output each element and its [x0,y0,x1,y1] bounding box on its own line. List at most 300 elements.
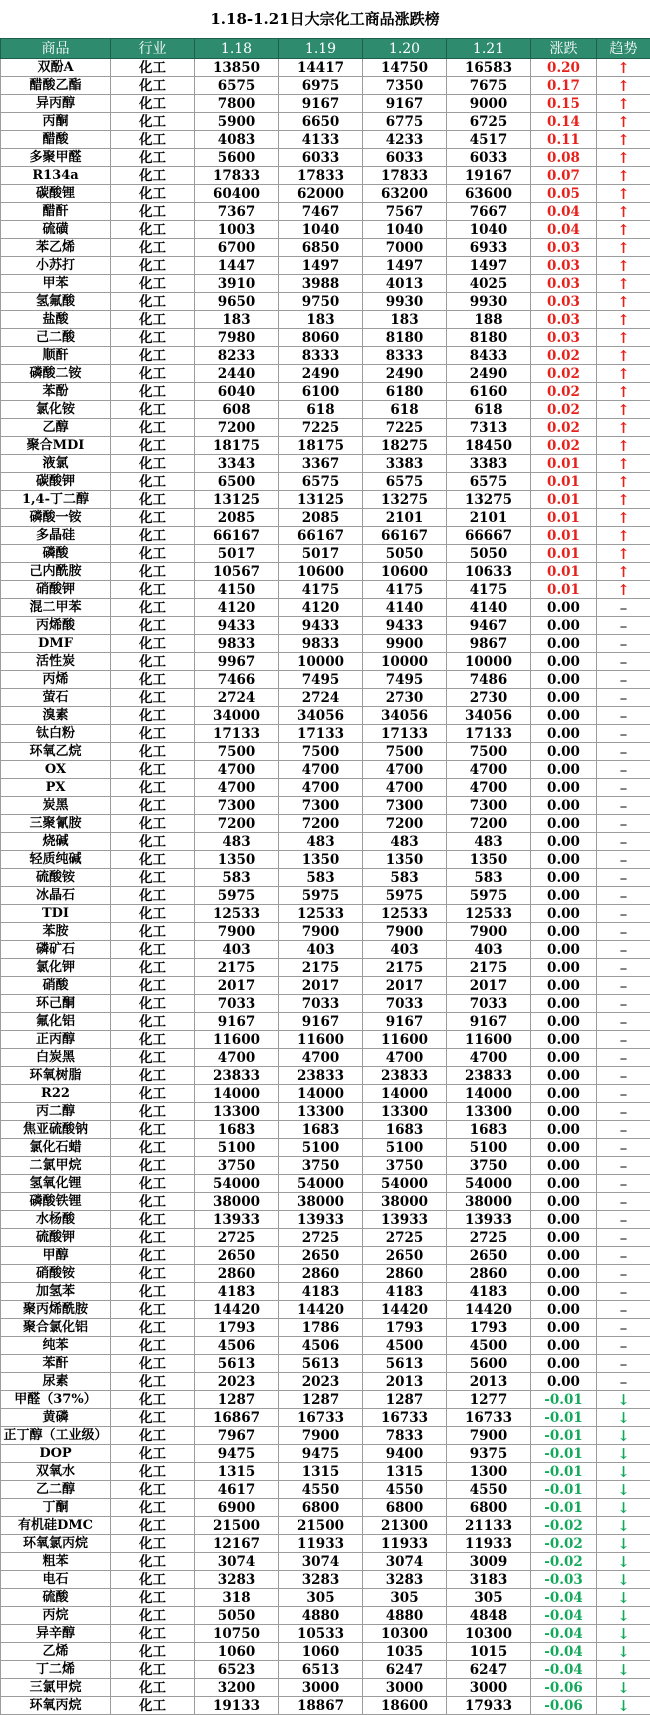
commodity-name: DOP [1,1445,111,1463]
price-1-19: 18867 [279,1697,363,1715]
price-1-18: 3343 [195,455,279,473]
price-1-21: 4517 [447,131,531,149]
industry: 化工 [111,203,195,221]
price-1-21: 9375 [447,1445,531,1463]
price-1-21: 1793 [447,1319,531,1337]
commodity-name: 粗苯 [1,1553,111,1571]
price-1-20: 11933 [363,1535,447,1553]
price-1-18: 5600 [195,149,279,167]
dash-icon: – [597,1103,650,1121]
change-value: 0.00 [531,1049,597,1067]
industry: 化工 [111,167,195,185]
table-row [1,1679,650,1697]
price-1-19: 66167 [279,527,363,545]
price-1-19: 6575 [279,473,363,491]
price-1-19: 5017 [279,545,363,563]
down-arrow-icon: ↓ [597,1679,650,1697]
dash-icon: – [597,653,650,671]
price-1-21: 63600 [447,185,531,203]
change-value: 0.00 [531,1121,597,1139]
price-1-21: 6933 [447,239,531,257]
change-value: 0.00 [531,1175,597,1193]
price-1-19: 10533 [279,1625,363,1643]
table-row [1,1265,650,1283]
price-1-19: 16733 [279,1409,363,1427]
commodity-name: 氢氟酸 [1,293,111,311]
commodity-name: 乙烯 [1,1643,111,1661]
industry: 化工 [111,1031,195,1049]
price-1-19: 3988 [279,275,363,293]
price-1-19: 3000 [279,1679,363,1697]
commodity-name: 丙烯 [1,671,111,689]
price-1-21: 5975 [447,887,531,905]
table-row [1,221,650,239]
table-row [1,1589,650,1607]
industry: 化工 [111,383,195,401]
price-1-20: 4550 [363,1481,447,1499]
change-value: 0.01 [531,563,597,581]
change-value: 0.01 [531,491,597,509]
change-value: 0.00 [531,1031,597,1049]
price-1-21: 7313 [447,419,531,437]
commodity-name: 硝酸 [1,977,111,995]
price-1-18: 583 [195,869,279,887]
price-1-18: 16867 [195,1409,279,1427]
price-1-20: 4700 [363,779,447,797]
price-1-18: 1287 [195,1391,279,1409]
industry: 化工 [111,1013,195,1031]
dash-icon: – [597,689,650,707]
price-1-18: 5613 [195,1355,279,1373]
table-row [1,1319,650,1337]
price-1-20: 10600 [363,563,447,581]
price-1-20: 2650 [363,1247,447,1265]
down-arrow-icon: ↓ [597,1625,650,1643]
table-row [1,149,650,167]
commodity-name: 丁酮 [1,1499,111,1517]
up-arrow-icon: ↑ [597,221,650,239]
price-1-19: 12533 [279,905,363,923]
commodity-name: 丙二醇 [1,1103,111,1121]
price-1-20: 12533 [363,905,447,923]
commodity-name: 烧碱 [1,833,111,851]
change-value: -0.02 [531,1535,597,1553]
price-1-20: 17133 [363,725,447,743]
commodity-name: 硫酸 [1,1589,111,1607]
price-1-20: 183 [363,311,447,329]
price-1-18: 10750 [195,1625,279,1643]
table-row [1,509,650,527]
commodity-name: 钛白粉 [1,725,111,743]
price-1-21: 7033 [447,995,531,1013]
industry: 化工 [111,131,195,149]
price-1-19: 183 [279,311,363,329]
price-1-19: 9833 [279,635,363,653]
table-row [1,311,650,329]
table-row [1,1445,650,1463]
commodity-name: 溴素 [1,707,111,725]
price-1-21: 5050 [447,545,531,563]
change-value: 0.00 [531,797,597,815]
commodity-name: 焦亚硫酸钠 [1,1121,111,1139]
change-value: 0.00 [531,1337,597,1355]
industry: 化工 [111,1373,195,1391]
up-arrow-icon: ↑ [597,419,650,437]
industry: 化工 [111,905,195,923]
dash-icon: – [597,1085,650,1103]
page-title: 1.18-1.21日大宗化工商品涨跌榜 [0,0,650,38]
price-1-20: 1793 [363,1319,447,1337]
price-1-21: 9867 [447,635,531,653]
commodity-name: 丁二烯 [1,1661,111,1679]
price-1-19: 7300 [279,797,363,815]
price-1-20: 6775 [363,113,447,131]
dash-icon: – [597,1013,650,1031]
change-value: -0.01 [531,1427,597,1445]
up-arrow-icon: ↑ [597,581,650,599]
up-arrow-icon: ↑ [597,509,650,527]
dash-icon: – [597,1211,650,1229]
industry: 化工 [111,1427,195,1445]
price-1-21: 16583 [447,59,531,77]
price-1-21: 7675 [447,77,531,95]
table-row [1,1013,650,1031]
up-arrow-icon: ↑ [597,113,650,131]
commodity-name: 1,4-丁二醇 [1,491,111,509]
header-trend: 趋势 [597,39,650,59]
table-row [1,1247,650,1265]
price-1-20: 583 [363,869,447,887]
dash-icon: – [597,1193,650,1211]
dash-icon: – [597,761,650,779]
up-arrow-icon: ↑ [597,77,650,95]
price-1-20: 14750 [363,59,447,77]
price-1-20: 7500 [363,743,447,761]
industry: 化工 [111,725,195,743]
change-value: 0.02 [531,437,597,455]
price-1-21: 23833 [447,1067,531,1085]
commodity-name: 氯化钾 [1,959,111,977]
change-value: -0.04 [531,1643,597,1661]
price-1-19: 583 [279,869,363,887]
price-1-20: 10000 [363,653,447,671]
up-arrow-icon: ↑ [597,527,650,545]
price-1-19: 2860 [279,1265,363,1283]
up-arrow-icon: ↑ [597,185,650,203]
price-1-19: 7225 [279,419,363,437]
price-1-18: 9433 [195,617,279,635]
price-1-21: 7486 [447,671,531,689]
price-1-19: 403 [279,941,363,959]
price-1-18: 1315 [195,1463,279,1481]
price-1-19: 4175 [279,581,363,599]
table-row [1,689,650,707]
price-1-21: 4025 [447,275,531,293]
industry: 化工 [111,473,195,491]
commodity-name: DMF [1,635,111,653]
price-1-19: 6100 [279,383,363,401]
price-1-18: 9833 [195,635,279,653]
industry: 化工 [111,221,195,239]
change-value: 0.00 [531,887,597,905]
industry: 化工 [111,149,195,167]
change-value: 0.04 [531,221,597,239]
change-value: -0.01 [531,1409,597,1427]
price-1-19: 4700 [279,779,363,797]
industry: 化工 [111,707,195,725]
price-1-18: 3283 [195,1571,279,1589]
price-1-19: 1497 [279,257,363,275]
down-arrow-icon: ↓ [597,1553,650,1571]
commodity-name: 丙酮 [1,113,111,131]
price-1-20: 14420 [363,1301,447,1319]
header-commodity: 商品 [1,39,111,59]
industry: 化工 [111,887,195,905]
industry: 化工 [111,1697,195,1715]
table-row [1,563,650,581]
commodity-name: 环氧氯丙烷 [1,1535,111,1553]
table-row [1,905,650,923]
commodity-name: R22 [1,1085,111,1103]
change-value: -0.01 [531,1391,597,1409]
industry: 化工 [111,1337,195,1355]
industry: 化工 [111,1571,195,1589]
price-1-20: 18600 [363,1697,447,1715]
dash-icon: – [597,707,650,725]
table-row [1,725,650,743]
price-1-20: 5050 [363,545,447,563]
industry: 化工 [111,743,195,761]
price-1-18: 2085 [195,509,279,527]
industry: 化工 [111,1445,195,1463]
change-value: 0.00 [531,1211,597,1229]
price-1-20: 1287 [363,1391,447,1409]
price-1-19: 6033 [279,149,363,167]
change-value: 0.00 [531,923,597,941]
commodity-name: 己内酰胺 [1,563,111,581]
table-row [1,491,650,509]
price-1-20: 23833 [363,1067,447,1085]
industry: 化工 [111,1301,195,1319]
dash-icon: – [597,995,650,1013]
price-1-19: 38000 [279,1193,363,1211]
table-row [1,1085,650,1103]
price-1-18: 4700 [195,779,279,797]
price-1-19: 8333 [279,347,363,365]
price-1-21: 6725 [447,113,531,131]
price-1-19: 2650 [279,1247,363,1265]
table-row [1,113,650,131]
price-1-18: 1793 [195,1319,279,1337]
price-1-18: 2724 [195,689,279,707]
commodity-name: 纯苯 [1,1337,111,1355]
commodity-name: 磷矿石 [1,941,111,959]
change-value: 0.01 [531,455,597,473]
price-1-18: 8233 [195,347,279,365]
price-1-21: 4550 [447,1481,531,1499]
price-1-20: 6247 [363,1661,447,1679]
commodity-name: 水杨酸 [1,1211,111,1229]
dash-icon: – [597,1229,650,1247]
down-arrow-icon: ↓ [597,1535,650,1553]
price-1-18: 1683 [195,1121,279,1139]
industry: 化工 [111,1625,195,1643]
price-1-18: 7200 [195,815,279,833]
commodity-name: 环氧乙烷 [1,743,111,761]
table-row [1,1355,650,1373]
price-1-21: 5600 [447,1355,531,1373]
price-1-19: 4133 [279,131,363,149]
price-1-20: 4140 [363,599,447,617]
price-1-20: 483 [363,833,447,851]
change-value: 0.00 [531,1301,597,1319]
price-1-21: 618 [447,401,531,419]
dash-icon: – [597,743,650,761]
commodity-name: 苯酚 [1,383,111,401]
industry: 化工 [111,275,195,293]
price-1-18: 7300 [195,797,279,815]
change-value: 0.03 [531,293,597,311]
price-1-18: 2440 [195,365,279,383]
price-1-20: 2013 [363,1373,447,1391]
industry: 化工 [111,293,195,311]
change-value: 0.02 [531,401,597,419]
industry: 化工 [111,1067,195,1085]
commodity-name: 丙烯酸 [1,617,111,635]
table-row [1,1553,650,1571]
dash-icon: – [597,671,650,689]
table-row [1,653,650,671]
change-value: 0.00 [531,869,597,887]
price-1-20: 13300 [363,1103,447,1121]
table-row [1,761,650,779]
dash-icon: – [597,959,650,977]
price-1-20: 9167 [363,95,447,113]
price-1-20: 3074 [363,1553,447,1571]
change-value: 0.00 [531,941,597,959]
table-row [1,1535,650,1553]
price-1-19: 4506 [279,1337,363,1355]
up-arrow-icon: ↑ [597,365,650,383]
commodity-name: 醋酸乙酯 [1,77,111,95]
table-row [1,203,650,221]
commodity-name: 甲苯 [1,275,111,293]
price-1-20: 7495 [363,671,447,689]
table-row [1,1283,650,1301]
price-1-19: 21500 [279,1517,363,1535]
industry: 化工 [111,1157,195,1175]
up-arrow-icon: ↑ [597,491,650,509]
change-value: 0.00 [531,1355,597,1373]
price-1-20: 5100 [363,1139,447,1157]
commodity-name: 丙烷 [1,1607,111,1625]
price-1-19: 10000 [279,653,363,671]
change-value: 0.05 [531,185,597,203]
down-arrow-icon: ↓ [597,1517,650,1535]
price-1-18: 4506 [195,1337,279,1355]
commodity-name: 有机硅DMC [1,1517,111,1535]
up-arrow-icon: ↑ [597,563,650,581]
table-row [1,275,650,293]
price-1-20: 4880 [363,1607,447,1625]
down-arrow-icon: ↓ [597,1445,650,1463]
up-arrow-icon: ↑ [597,275,650,293]
price-1-21: 1350 [447,851,531,869]
change-value: 0.00 [531,689,597,707]
change-value: 0.00 [531,617,597,635]
commodity-name: 磷酸二铵 [1,365,111,383]
price-1-18: 60400 [195,185,279,203]
table-row [1,1661,650,1679]
table-row [1,1049,650,1067]
table-row [1,1697,650,1715]
dash-icon: – [597,1157,650,1175]
price-1-21: 11600 [447,1031,531,1049]
industry: 化工 [111,1499,195,1517]
commodity-name: 活性炭 [1,653,111,671]
change-value: -0.02 [531,1553,597,1571]
price-1-19: 483 [279,833,363,851]
commodity-name: 醋酐 [1,203,111,221]
up-arrow-icon: ↑ [597,437,650,455]
table-row [1,1229,650,1247]
price-1-20: 9930 [363,293,447,311]
commodity-name: 甲醛（37%） [1,1391,111,1409]
commodity-name: 异丙醇 [1,95,111,113]
price-1-19: 3750 [279,1157,363,1175]
commodity-name: 白炭黑 [1,1049,111,1067]
table-row [1,1175,650,1193]
commodity-name: 聚合MDI [1,437,111,455]
price-1-18: 5900 [195,113,279,131]
industry: 化工 [111,509,195,527]
up-arrow-icon: ↑ [597,455,650,473]
commodity-name: TDI [1,905,111,923]
industry: 化工 [111,491,195,509]
price-1-21: 7500 [447,743,531,761]
price-1-19: 9433 [279,617,363,635]
change-value: 0.00 [531,1283,597,1301]
table-row [1,1031,650,1049]
commodity-name: 多聚甲醛 [1,149,111,167]
commodity-name: 硫酸铵 [1,869,111,887]
dash-icon: – [597,1175,650,1193]
price-1-18: 12533 [195,905,279,923]
price-1-21: 18450 [447,437,531,455]
industry: 化工 [111,671,195,689]
price-1-19: 6975 [279,77,363,95]
table-row [1,797,650,815]
price-1-21: 13933 [447,1211,531,1229]
change-value: -0.06 [531,1679,597,1697]
dash-icon: – [597,923,650,941]
price-1-19: 7900 [279,1427,363,1445]
change-value: 0.00 [531,725,597,743]
price-1-21: 3009 [447,1553,531,1571]
price-1-19: 1287 [279,1391,363,1409]
price-1-18: 1447 [195,257,279,275]
price-1-19: 2725 [279,1229,363,1247]
price-1-19: 9167 [279,95,363,113]
price-1-20: 6033 [363,149,447,167]
industry: 化工 [111,1193,195,1211]
dash-icon: – [597,833,650,851]
industry: 化工 [111,1517,195,1535]
industry: 化工 [111,689,195,707]
price-1-21: 1683 [447,1121,531,1139]
price-1-21: 583 [447,869,531,887]
dash-icon: – [597,1301,650,1319]
